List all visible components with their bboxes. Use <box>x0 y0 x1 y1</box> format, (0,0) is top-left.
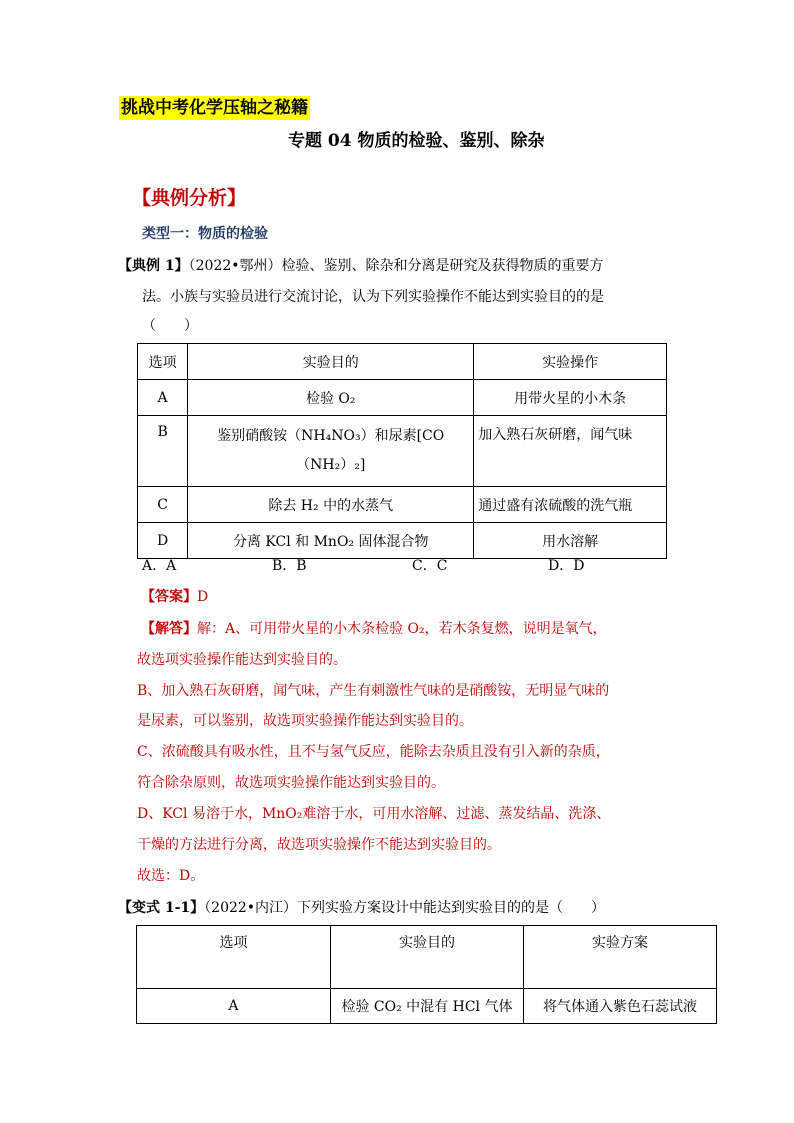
table-cell-purpose: 鉴别硝酸铵（NH₄NO₃）和尿素[CO（NH₂）₂] <box>188 416 474 487</box>
answer-value: D <box>197 589 209 605</box>
topic-title: 专题 04 物质的检验、鉴别、除杂 <box>288 131 545 151</box>
table-cell-operation: 通过盛有浓硫酸的洗气瓶 <box>474 487 667 523</box>
type-heading: 类型一：物质的检验 <box>142 226 268 242</box>
table-cell-option: C <box>138 487 188 523</box>
table-cell-option: A <box>137 989 331 1024</box>
table-cell-option: B <box>138 416 188 487</box>
table-cell-option: A <box>138 380 188 416</box>
table-header-row <box>138 344 667 380</box>
table-row <box>138 416 667 487</box>
example1-label: 【典例 1】 <box>118 258 189 274</box>
table-cell-operation: 用水溶解 <box>474 523 667 559</box>
table-header-cell: 实验操作 <box>474 344 667 380</box>
table-header-cell: 实验目的 <box>330 926 523 989</box>
answer-label: 【答案】 <box>141 589 197 605</box>
variant1-label: 【变式 1-1】 <box>118 900 205 916</box>
analysis-line-3: B、加入熟石灰研磨，闻气味，产生有刺激性气味的是硝酸铵，无明显气味的 <box>137 683 610 699</box>
variant1-stem: （2022•内江）下列实验方案设计中能达到实验目的的是（ ） <box>204 900 606 916</box>
analysis-text: 解：A、可用带火星的小木条检验 O₂，若木条复燃，说明是氧气， <box>197 621 607 637</box>
series-title: 挑战中考化学压轴之秘籍 <box>121 98 308 118</box>
option-a: A．A <box>142 558 177 574</box>
section-heading: 【典例分析】 <box>132 187 247 209</box>
analysis-line-2: 故选项实验操作能达到实验目的。 <box>137 652 347 668</box>
table-header-row <box>137 926 717 989</box>
analysis-label: 【解答】 <box>141 621 197 637</box>
analysis-line-5: C、浓硫酸具有吸水性，且不与氢气反应，能除去杂质且没有引入新的杂质， <box>137 744 610 760</box>
table-cell-purpose: 除去 H₂ 中的水蒸气 <box>188 487 474 523</box>
table-cell-purpose: 检验 O₂ <box>188 380 474 416</box>
table-cell-operation: 加入熟石灰研磨，闻气味 <box>474 416 667 487</box>
example1-stem-line3: （ ） <box>142 318 198 334</box>
option-b: B．B <box>272 558 307 574</box>
table-cell-option: D <box>138 523 188 559</box>
example1-stem-line1 <box>118 256 604 276</box>
example1-stem-text1: （2022•鄂州）检验、鉴别、除杂和分离是研究及获得物质的重要方 <box>188 258 604 274</box>
analysis-line-4: 是尿素，可以鉴别，故选项实验操作能达到实验目的。 <box>137 713 473 729</box>
analysis-line-7: D、KCl 易溶于水，MnO₂难溶于水，可用水溶解、过滤、蒸发结晶、洗涤、 <box>137 806 611 822</box>
analysis-line-8: 干燥的方法进行分离，故选项实验操作不能达到实验目的。 <box>137 837 501 853</box>
table-cell-operation: 用带火星的小木条 <box>474 380 667 416</box>
table-header-cell: 选项 <box>138 344 188 380</box>
option-c: C．C <box>412 558 448 574</box>
example1-stem-line2: 法。小族与实验员进行交流讨论，认为下列实验操作不能达到实验目的的是 <box>142 289 604 305</box>
table-header-cell: 选项 <box>137 926 331 989</box>
table-row <box>138 487 667 523</box>
table-cell-scheme: 将气体通入紫色石蕊试液 <box>524 989 717 1024</box>
table-row <box>138 380 667 416</box>
table-header-cell: 实验方案 <box>524 926 717 989</box>
variant1-table <box>136 925 717 1024</box>
table-cell-purpose: 检验 CO₂ 中混有 HCl 气体 <box>330 989 523 1024</box>
table-row <box>137 989 717 1024</box>
table-header-cell: 实验目的 <box>188 344 474 380</box>
analysis-line-6: 符合除杂原则，故选项实验操作能达到实验目的。 <box>137 775 445 791</box>
analysis-line-1 <box>141 619 607 639</box>
analysis-line-9: 故选：D。 <box>137 868 205 884</box>
table-cell-purpose: 分离 KCl 和 MnO₂ 固体混合物 <box>188 523 474 559</box>
variant1-stem-line <box>118 898 605 918</box>
table-row <box>138 523 667 559</box>
option-d: D．D <box>548 558 585 574</box>
answer-line <box>141 587 208 607</box>
example1-table <box>137 343 667 559</box>
